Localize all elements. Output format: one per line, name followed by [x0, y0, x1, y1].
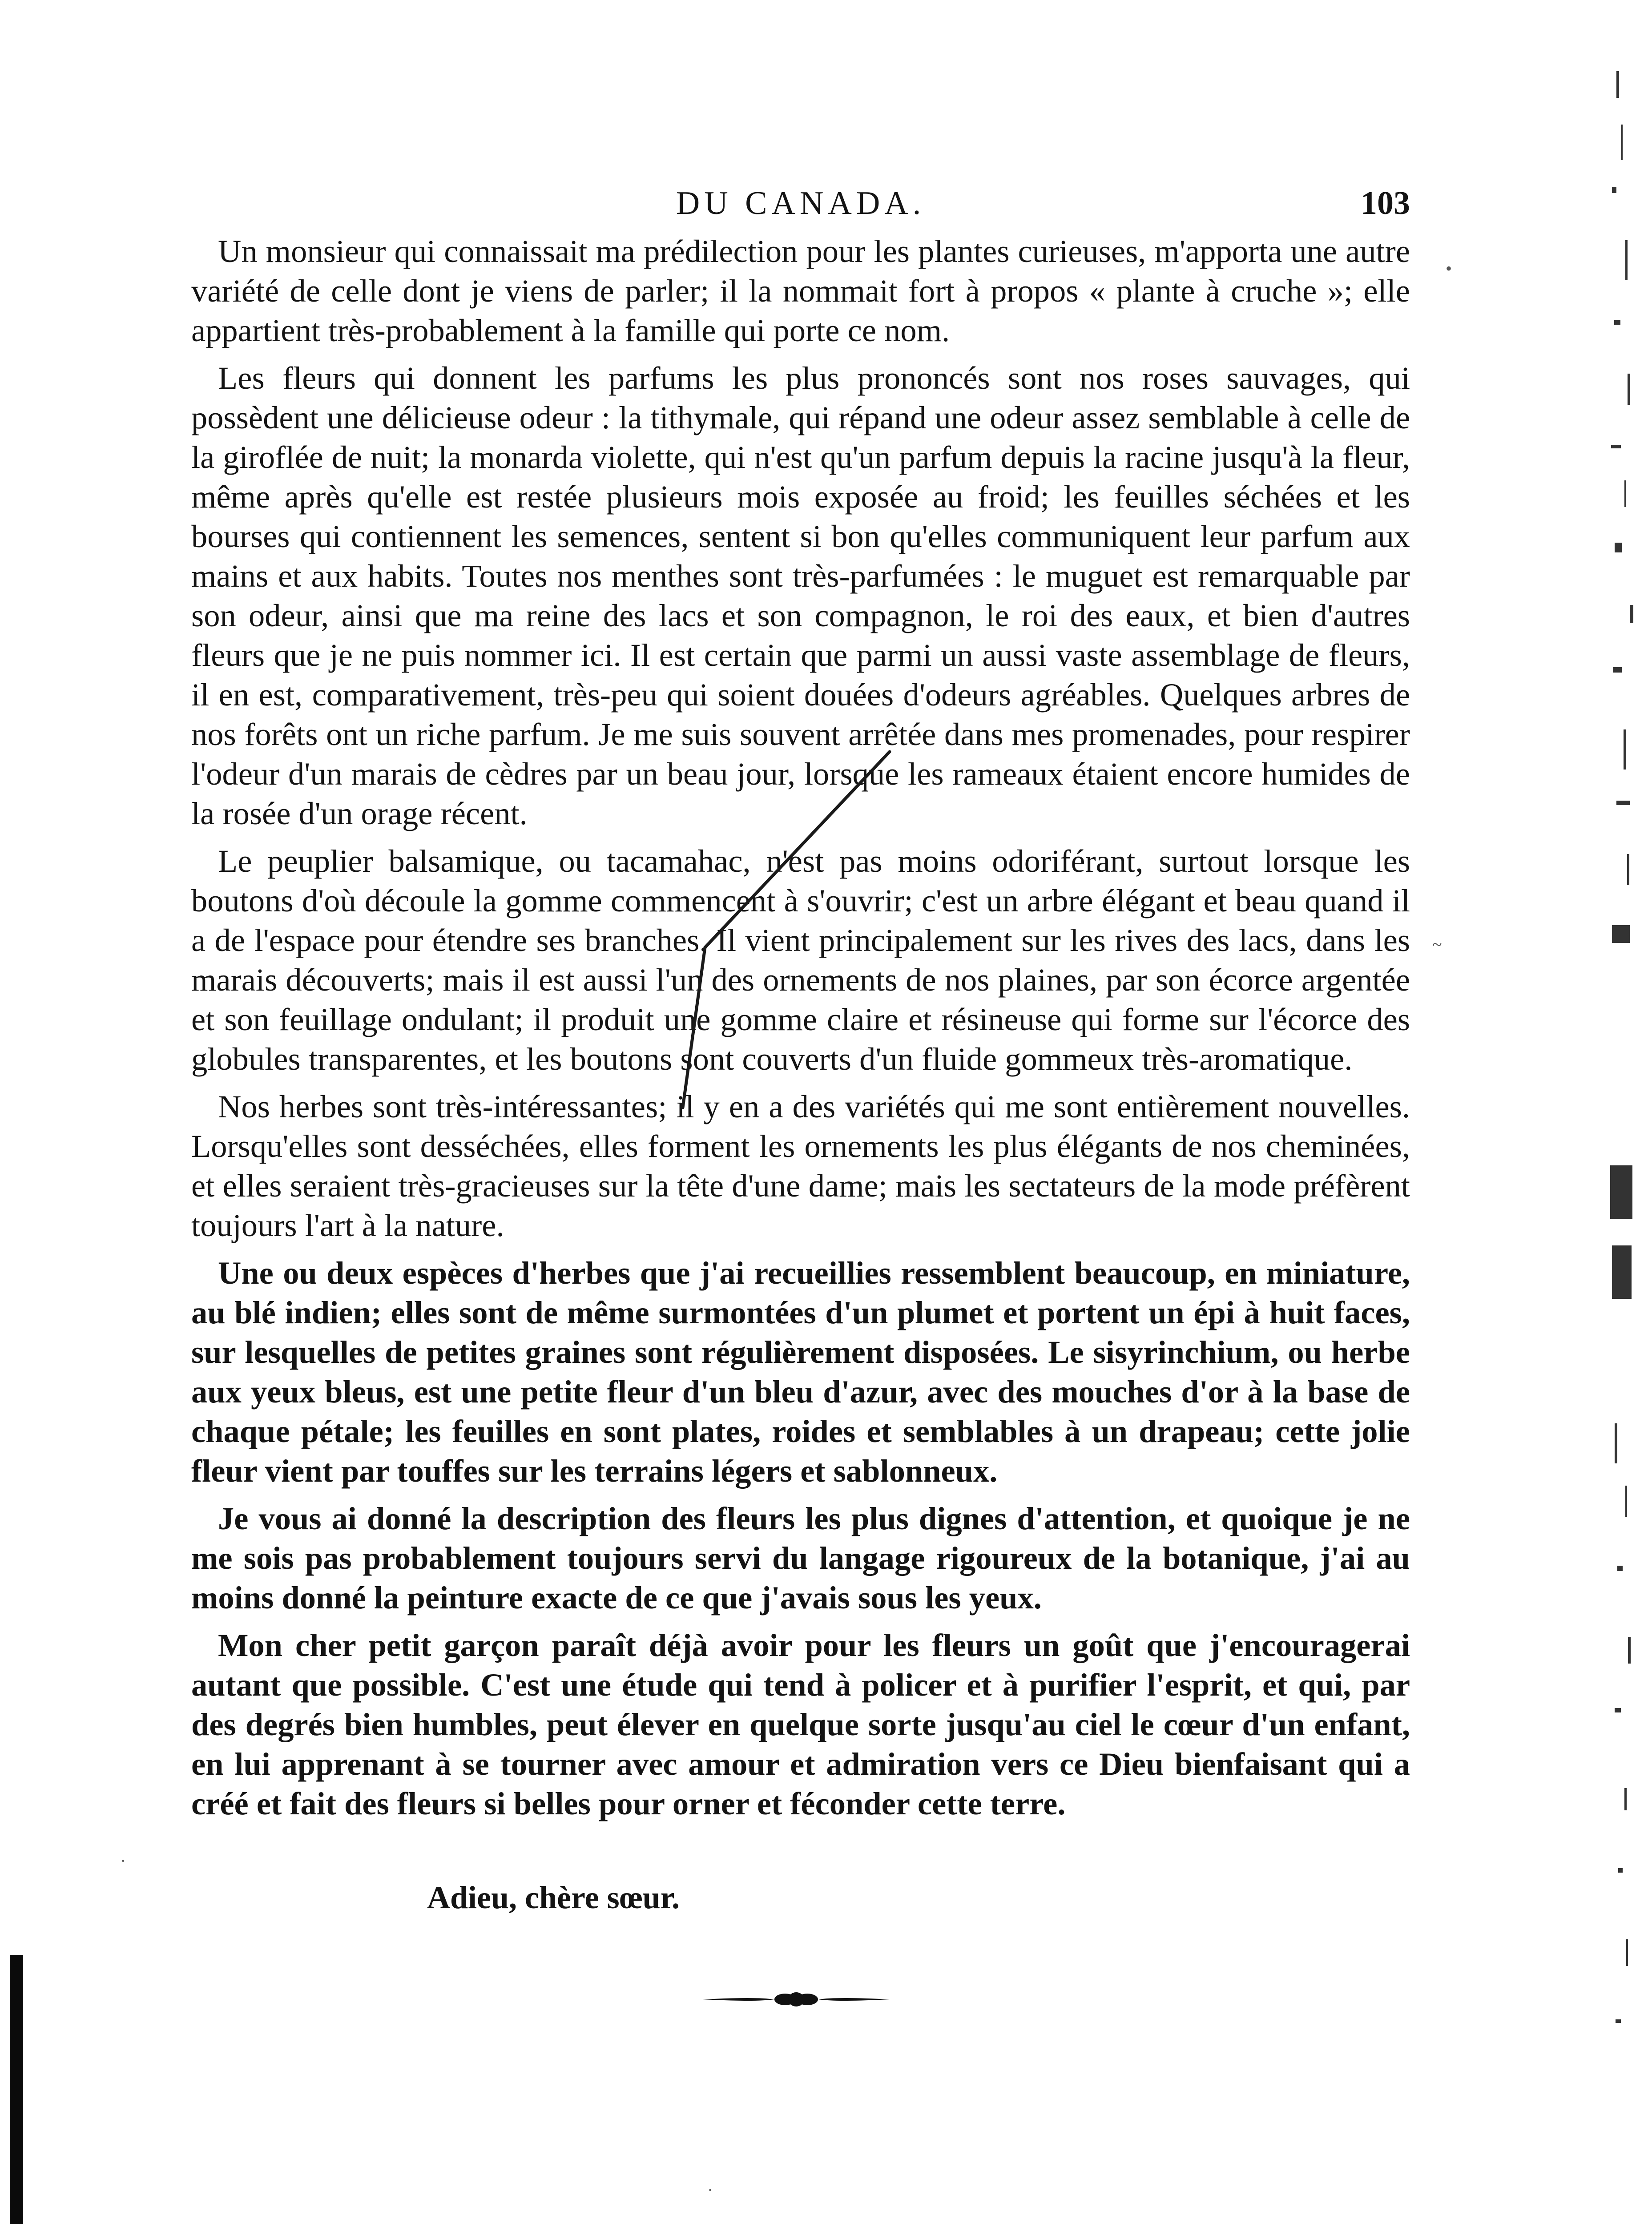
scan-speck: ~ [1432, 935, 1442, 955]
scan-margin-bar [10, 1955, 23, 2224]
paragraph-fragrant-flowers: Les fleurs qui donnent les parfums les plus prononcés sont nos roses sauvages, qui possèdent une délicieuse odeur : la tithymale, qui répand une odeur assez semblable à celle de la giroflée de nuit; la monarda violette, qui n'est qu'un parfum depuis la racine jusqu'à la fleur, même après qu'elle est restée plusieurs mois exposée au froid; les feuilles séchées et les bourses qui contiennent les semences, sentent si bon qu'elles communiquent leur parfum aux mains et aux habits. Toutes nos menthes sont très-parfumées : le muguet est remarquable par son odeur, ainsi que ma reine des lacs et son compagnon, le roi des eaux, et bien d'autres fleurs que je ne puis nommer ici. Il est certain que parmi un aussi vaste assemblage de fleurs, il en est, comparativement, très-peu qui soient douées d'odeurs agréables. Quelques arbres de nos forêts ont un riche parfum. Je me suis souvent arrêtée dans mes promenades, pour respirer l'odeur d'un marais de cèdres par un beau jour, lorsque les rameaux étaient encore humides de la rosée d'un orage récent. [191, 360, 1410, 831]
end-ornament [703, 1986, 890, 2013]
scan-speck: · [120, 1851, 126, 1871]
page-number: 103 [1361, 185, 1410, 222]
paragraph-little-boy: Mon cher petit garçon paraît déjà avoir pour les fleurs un goût que j'encouragerai autant que possible. C'est une étude qui tend à policer et à purifier l'esprit, et qui, par des degrés bien humbles, peut élever en quelque sorte jusqu'au ciel le cœur d'un enfant, en lui apprenant à se tourner avec amour et admiration vers ce Dieu bienfaisant qui a créé et fait des fleurs si belles pour orner et féconder cette terre. [191, 1627, 1410, 1821]
running-title: DU CANADA. [676, 185, 926, 222]
scan-edge-noise [1536, 53, 1652, 2144]
scan-speck: • [1446, 258, 1452, 278]
scan-speck: · [707, 2180, 713, 2200]
paragraph-balsam-poplar: Le peuplier balsamique, ou tacamahac, n'est pas moins odoriférant, surtout lorsque les boutons d'où découle la gomme commencent à s'ouvrir; c'est un arbre élégant et beau quand il a de l'espace pour étendre ses branches. Il vient principalement sur les rives des lacs, dans les marais découverts; mais il est aussi l'un des ornements de nos plaines, par son écorce argentée et son feuillage ondulant; il produit une gomme claire et résineuse qui forme sur l'écorce des globules transparentes, et les boutons sont couverts d'un fluide gommeux très-aromatique. [191, 843, 1410, 1077]
paragraph-pitcher-plant: Un monsieur qui connaissait ma prédilection pour les plantes curieuses, m'apporta une autre variété de celle dont je viens de parler; il la nommait fort à propos « plante à cruche »; elle appartient très-probablement à la famille qui porte ce nom. [191, 233, 1410, 348]
paragraph-description-summary: Je vous ai donné la description des fleurs les plus dignes d'attention, et quoique je ne me sois pas probablement toujours servi du langage rigoureux de la botanique, j'ai au moins donné la peinture exacte de ce que j'avais sous les yeux. [191, 1500, 1410, 1616]
paragraph-sisyrinchium: Une ou deux espèces d'herbes que j'ai recueillies ressemblent beaucoup, en miniature, au blé indien; elles sont de même surmontées d'un plumet et portent un épi à huit faces, sur lesquelles de petites graines sont régulièrement disposées. Le sisyrinchium, ou herbe aux yeux bleus, est une petite fleur d'un bleu d'azur, avec des mouches d'or à la base de chaque pétale; les feuilles en sont plates, roides et semblables à un drapeau; cette jolie fleur vient par touffes sur les terrains légers et sablonneux. [191, 1255, 1410, 1489]
paragraph-grasses: Nos herbes sont très-intéressantes; il y en a des variétés qui me sont entièrement nouvelles. Lorsqu'elles sont desséchées, elles forment les ornements les plus élégants de nos cheminées, et elles seraient très-gracieuses sur la tête d'une dame; mais les sectateurs de la mode préfèrent toujours l'art à la nature. [191, 1088, 1410, 1243]
letter-signoff: Adieu, chère sœur. [427, 1880, 680, 1915]
